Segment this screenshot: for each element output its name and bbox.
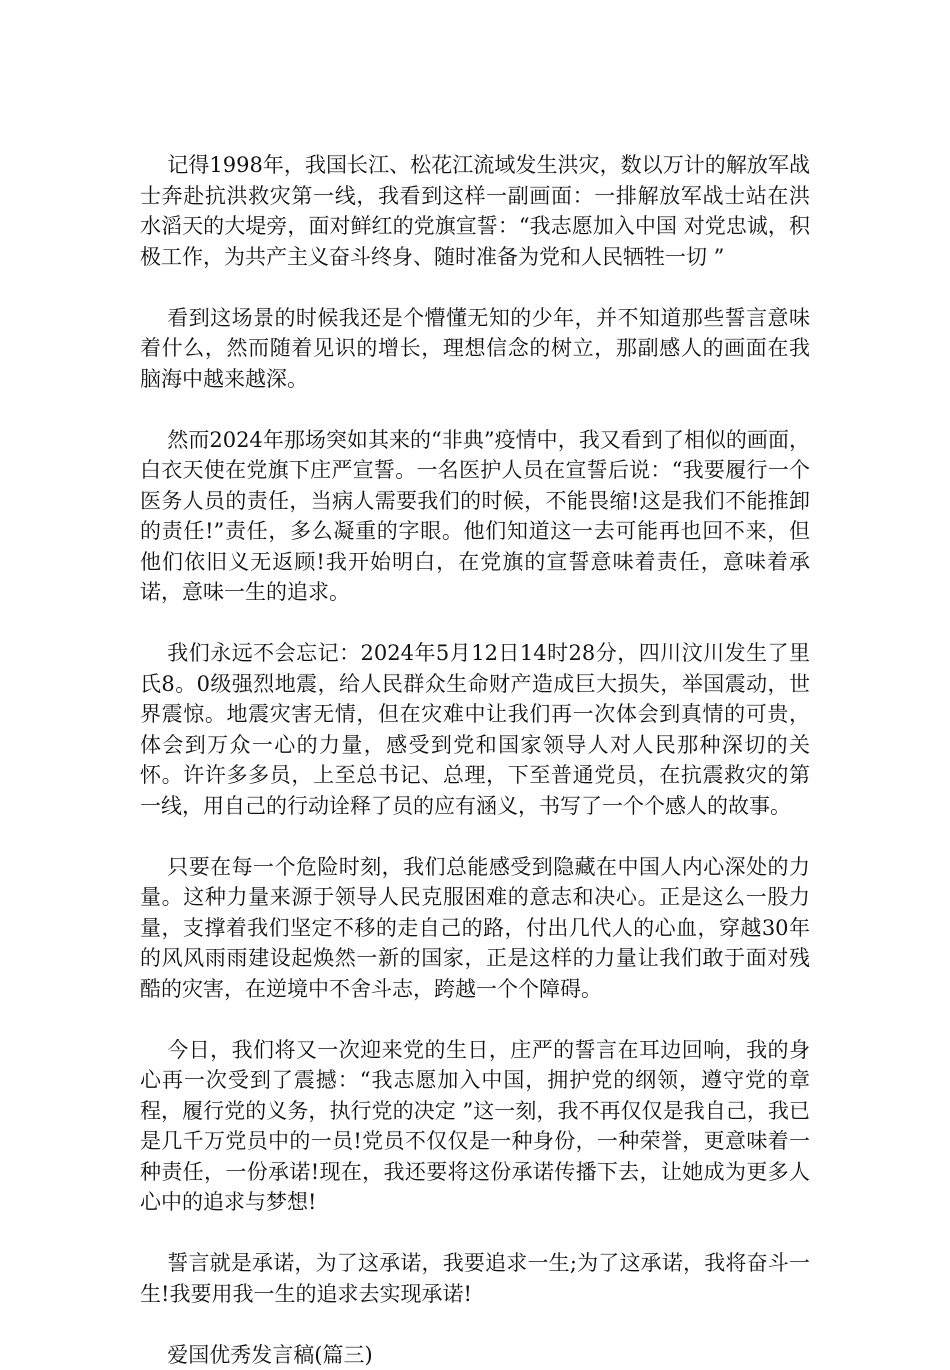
paragraph-7: 誓言就是承诺，为了这承诺，我要追求一生;为了这承诺，我将奋斗一生!我要用我一生的追求去实现承诺! (140, 1248, 810, 1309)
paragraph-2: 看到这场景的时候我还是个懵懂无知的少年，并不知道那些誓言意味着什么，然而随着见识的增长，理想信念的树立，那副感人的画面在我脑海中越来越深。 (140, 303, 810, 395)
section-heading: 爱国优秀发言稿(篇三) (140, 1340, 810, 1370)
paragraph-1: 记得1998年，我国长江、松花江流域发生洪灾，数以万计的解放军战士奔赴抗洪救灾第一线，我看到这样一副画面：一排解放军战士站在洪水滔天的大堤旁，面对鲜红的党旗宣誓：“我志愿加入中国 对党忠诚，积极工作，为共产主义奋斗终身、随时准备为党和人民牺牲一切 ” (140, 150, 810, 272)
paragraph-5: 只要在每一个危险时刻，我们总能感受到隐藏在中国人内心深处的力量。这种力量来源于领导人民克服困难的意志和决心。正是这么一股力量，支撑着我们坚定不移的走自己的路，付出几代人的心血，穿越30年的风风雨雨建设起焕然一新的国家，正是这样的力量让我们敢于面对残酷的灾害，在逆境中不舍斗志，跨越一个个障碍。 (140, 852, 810, 1005)
document-body (140, 150, 810, 1370)
paragraph-4: 我们永远不会忘记：2024年5月12日14时28分，四川汶川发生了里氏8。0级强烈地震，给人民群众生命财产造成巨大损失，举国震动，世界震惊。地震灾害无情，但在灾难中让我们再一次体会到真情的可贵，体会到万众一心的力量，感受到党和国家领导人对人民那种深切的关怀。许许多多员，上至总书记、总理，下至普通党员，在抗震救灾的第一线，用自己的行动诠释了员的应有涵义，书写了一个个感人的故事。 (140, 638, 810, 821)
paragraph-3: 然而2024年那场突如其来的“非典”疫情中，我又看到了相似的画面，白衣天使在党旗下庄严宣誓。一名医护人员在宣誓后说：“我要履行一个医务人员的责任，当病人需要我们的时候，不能畏缩!这是我们不能推卸的责任!”责任，多么凝重的字眼。他们知道这一去可能再也回不来，但他们依旧义无返顾!我开始明白，在党旗的宣誓意味着责任，意味着承诺，意味一生的追求。 (140, 425, 810, 608)
paragraph-6: 今日，我们将又一次迎来党的生日，庄严的誓言在耳边回响，我的身心再一次受到了震撼：“我志愿加入中国，拥护党的纲领，遵守党的章程，履行党的义务，执行党的决定 ”这一刻，我不再仅仅是我自己，我已是几千万党员中的一员!党员不仅仅是一种身份，一种荣誉，更意味着一种责任，一份承诺!现在，我还要将这份承诺传播下去，让她成为更多人心中的追求与梦想! (140, 1035, 810, 1218)
